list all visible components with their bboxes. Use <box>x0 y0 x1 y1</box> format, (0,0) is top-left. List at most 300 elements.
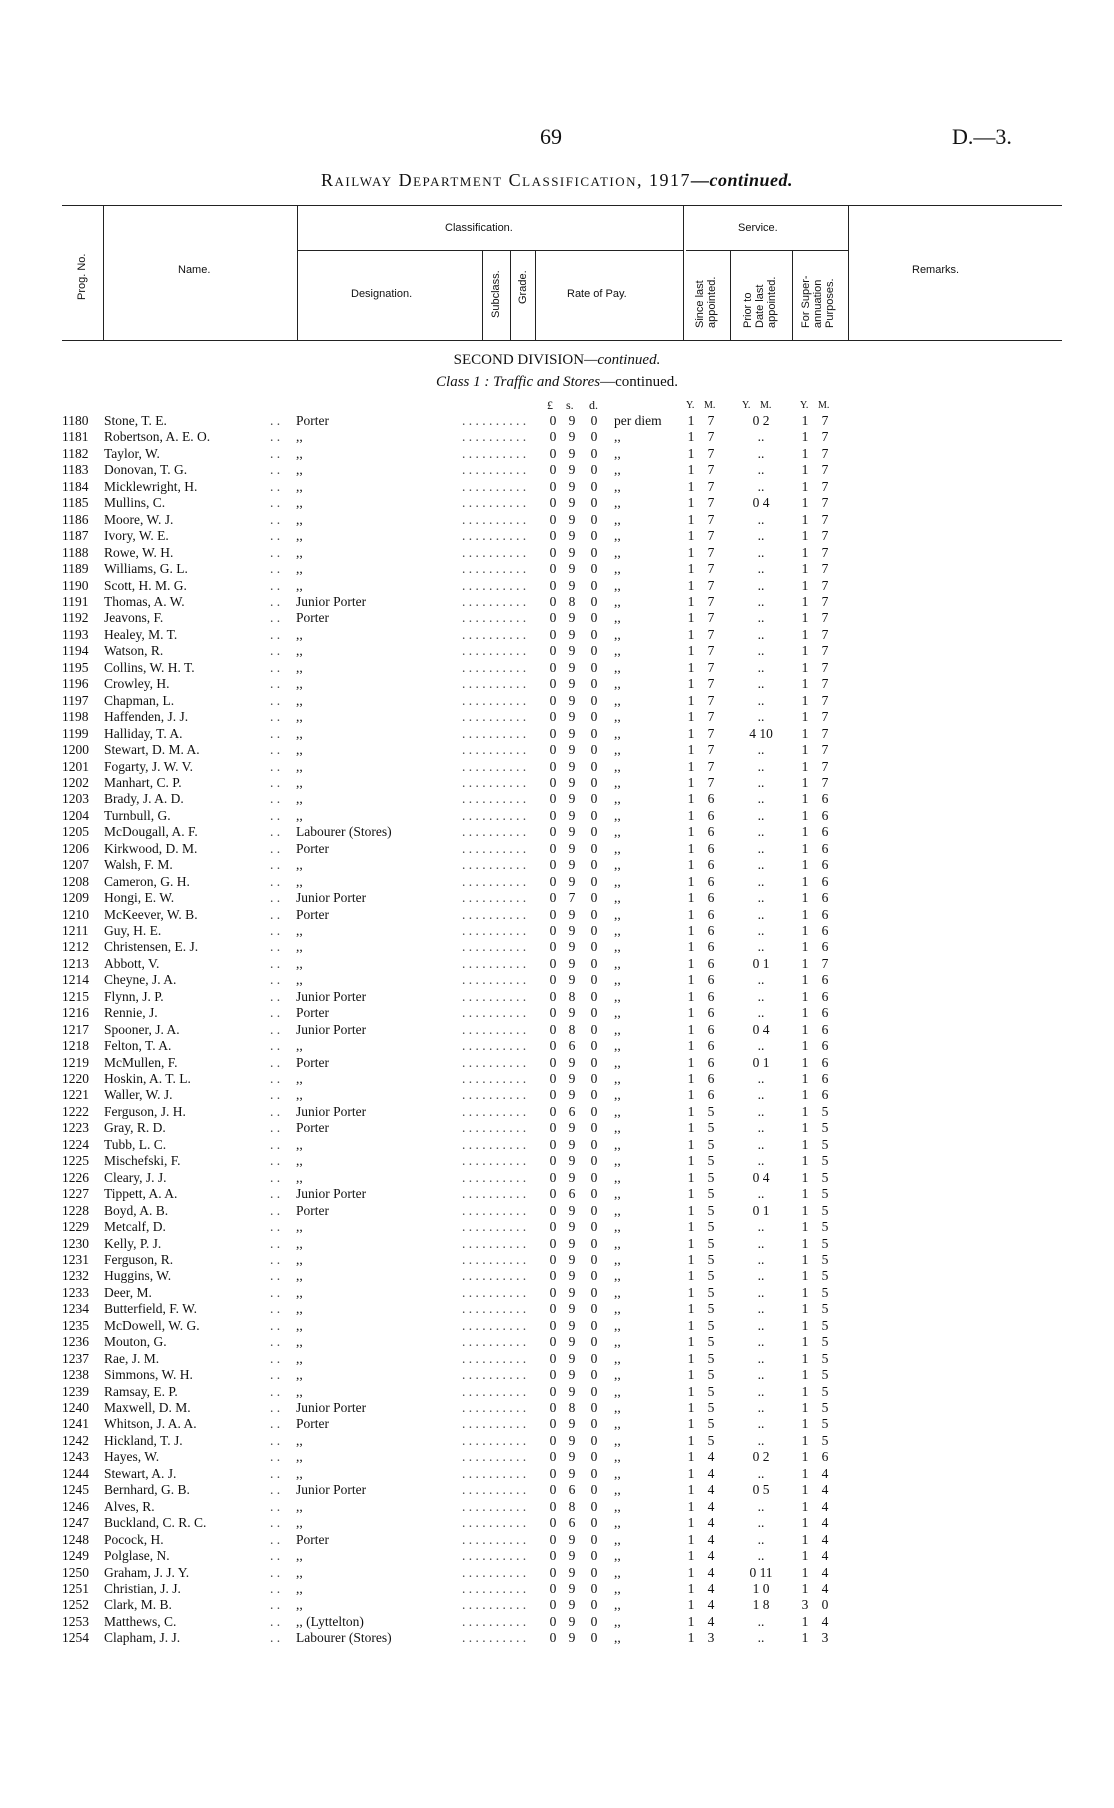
pay-shillings: 9 <box>568 1317 576 1333</box>
leader-dots: . . . . . . . . . . <box>462 1531 527 1547</box>
name-leader: . . <box>270 1613 281 1629</box>
table-row <box>0 1219 1114 1235</box>
super-months: 5 <box>821 1136 829 1152</box>
table-row <box>0 578 1114 594</box>
pay-pence: 0 <box>590 643 598 659</box>
super-months: 6 <box>821 1071 829 1086</box>
employee-name: Polglase, N. <box>104 1548 170 1563</box>
name-leader: . . <box>270 972 281 988</box>
since-months: 5 <box>707 1317 715 1333</box>
prog-no: 1206 <box>62 840 89 856</box>
prog-no: 1229 <box>62 1219 89 1234</box>
designation: ,, <box>296 462 303 478</box>
table-row <box>0 413 1114 429</box>
leader-dots: . . . . . . . . . . <box>462 972 527 988</box>
employee-name: Pocock, H. <box>104 1531 164 1547</box>
pay-pence: 0 <box>590 478 598 494</box>
employee-name: Haffenden, J. J. <box>104 709 189 725</box>
employee-name: Hoskin, A. T. L. <box>104 1071 191 1086</box>
name-leader: . . <box>270 1054 281 1070</box>
leader-dots: . . . . . . . . . . <box>462 791 527 807</box>
prog-no: 1235 <box>62 1317 89 1333</box>
super-years: 1 <box>801 807 809 823</box>
pay-pence: 0 <box>590 626 598 642</box>
prior-service: .. <box>757 1400 765 1415</box>
table-row <box>0 923 1114 939</box>
employee-name: Scott, H. M. G. <box>104 577 187 593</box>
name-leader: . . <box>270 1416 281 1432</box>
pay-pounds: 0 <box>549 1597 557 1613</box>
since-months: 4 <box>707 1597 715 1613</box>
prog-no: 1204 <box>62 807 89 823</box>
pay-pence: 0 <box>590 528 598 544</box>
designation: ,, <box>296 643 303 659</box>
since-months: 3 <box>707 1630 715 1646</box>
employee-name: Rennie, J. <box>104 1005 158 1021</box>
employee-name: Cleary, J. J. <box>104 1169 167 1185</box>
leader-dots: . . . . . . . . . . <box>462 939 527 955</box>
pay-shillings: 9 <box>568 709 576 725</box>
designation: Porter <box>296 1120 329 1136</box>
prior-service: .. <box>757 1515 765 1531</box>
super-months: 5 <box>821 1334 829 1350</box>
prog-no: 1247 <box>62 1515 89 1531</box>
prog-no: 1233 <box>62 1284 89 1300</box>
employee-name: Stewart, D. M. A. <box>104 742 200 757</box>
leader-dots: . . . . . . . . . . <box>462 1153 527 1169</box>
class-suffix: —continued. <box>600 374 678 390</box>
name-leader: . . <box>270 1548 281 1563</box>
pay-pence: 0 <box>590 774 598 790</box>
pay-unit: ,, <box>614 923 621 938</box>
prior-service: .. <box>757 1120 765 1136</box>
since-months: 7 <box>707 742 715 757</box>
prior-service: .. <box>757 758 765 774</box>
since-months: 5 <box>707 1251 715 1267</box>
table-row <box>0 989 1114 1005</box>
pay-shillings: 9 <box>568 972 576 988</box>
unit-pounds: £ <box>547 398 553 412</box>
since-years: 1 <box>687 1498 695 1514</box>
prior-service: .. <box>757 1186 765 1202</box>
employee-name: Huggins, W. <box>104 1268 172 1284</box>
employee-name: Christensen, E. J. <box>104 939 199 955</box>
table-row <box>0 1301 1114 1317</box>
pay-pence: 0 <box>590 1169 598 1185</box>
prior-service: .. <box>757 445 765 461</box>
prior-service: .. <box>757 807 765 823</box>
designation: Porter <box>296 1416 329 1432</box>
pay-unit: ,, <box>614 742 621 757</box>
prog-no: 1242 <box>62 1432 89 1448</box>
leader-dots: . . . . . . . . . . <box>462 544 527 560</box>
super-months: 7 <box>821 429 829 445</box>
pay-pounds: 0 <box>549 1531 557 1547</box>
since-months: 7 <box>707 577 715 593</box>
leader-dots: . . . . . . . . . . <box>462 1515 527 1531</box>
since-months: 6 <box>707 791 715 807</box>
table-row <box>0 545 1114 561</box>
super-months: 7 <box>821 495 829 511</box>
prior-service: .. <box>757 939 765 955</box>
pay-pounds: 0 <box>549 413 557 428</box>
name-leader: . . <box>270 1367 281 1383</box>
class-name: Traffic and Stores <box>493 374 601 390</box>
super-years: 1 <box>801 988 809 1004</box>
since-years: 1 <box>687 626 695 642</box>
pay-pounds: 0 <box>549 857 557 873</box>
designation: ,, <box>296 709 303 725</box>
division-suffix: —continued. <box>584 352 661 368</box>
pay-pence: 0 <box>590 1202 598 1218</box>
prog-no: 1222 <box>62 1103 89 1119</box>
since-years: 1 <box>687 1153 695 1169</box>
pay-pounds: 0 <box>549 1087 557 1103</box>
since-years: 1 <box>687 890 695 905</box>
designation: ,, <box>296 495 303 511</box>
super-years: 1 <box>801 1120 809 1136</box>
super-months: 4 <box>821 1482 829 1498</box>
table-row <box>0 627 1114 643</box>
employee-name: Whitson, J. A. A. <box>104 1416 197 1432</box>
super-years: 1 <box>801 1021 809 1037</box>
table-row <box>0 1137 1114 1153</box>
employee-name: Turnbull, G. <box>104 807 171 823</box>
pay-unit: ,, <box>614 774 621 790</box>
prior-service: .. <box>757 906 765 922</box>
super-years: 1 <box>801 511 809 527</box>
table-row <box>0 972 1114 988</box>
prog-no: 1216 <box>62 1005 89 1021</box>
super-years: 1 <box>801 1186 809 1202</box>
name-leader: . . <box>270 1186 281 1202</box>
name-leader: . . <box>270 659 281 675</box>
pay-shillings: 9 <box>568 742 576 757</box>
leader-dots: . . . . . . . . . . <box>462 462 527 478</box>
pay-unit: ,, <box>614 939 621 955</box>
designation: ,, <box>296 1317 303 1333</box>
super-months: 5 <box>821 1301 829 1317</box>
since-months: 5 <box>707 1169 715 1185</box>
since-years: 1 <box>687 429 695 445</box>
since-months: 5 <box>707 1120 715 1136</box>
table-row <box>0 1466 1114 1482</box>
pay-unit: ,, <box>614 528 621 544</box>
pay-pence: 0 <box>590 1581 598 1596</box>
prog-no: 1184 <box>62 478 89 494</box>
page-number: 69 <box>540 124 562 149</box>
header-classification: Classification. <box>445 222 513 234</box>
super-months: 5 <box>821 1268 829 1284</box>
designation: Junior Porter <box>296 594 367 609</box>
leader-dots: . . . . . . . . . . <box>462 873 527 889</box>
prog-no: 1223 <box>62 1120 89 1136</box>
pay-pence: 0 <box>590 1219 598 1234</box>
pay-unit: ,, <box>614 1038 621 1054</box>
pay-shillings: 9 <box>568 511 576 527</box>
table-row <box>0 693 1114 709</box>
name-leader: . . <box>270 988 281 1004</box>
leader-dots: . . . . . . . . . . <box>462 906 527 922</box>
pay-pounds: 0 <box>549 1251 557 1267</box>
designation: Junior Porter <box>296 1400 367 1415</box>
super-months: 7 <box>821 758 829 774</box>
prog-no: 1252 <box>62 1597 89 1613</box>
pay-unit: ,, <box>614 1630 621 1646</box>
pay-shillings: 9 <box>568 1597 576 1613</box>
pay-pence: 0 <box>590 873 598 889</box>
name-leader: . . <box>270 1235 281 1251</box>
name-leader: . . <box>270 1021 281 1037</box>
prior-service: .. <box>757 1383 765 1399</box>
prog-no: 1195 <box>62 659 89 675</box>
pay-pence: 0 <box>590 1268 598 1284</box>
designation: ,, <box>296 659 303 675</box>
since-months: 6 <box>707 1038 715 1054</box>
since-years: 1 <box>687 495 695 511</box>
table-row <box>0 726 1114 742</box>
pay-shillings: 9 <box>568 1169 576 1185</box>
pay-unit: ,, <box>614 955 621 971</box>
super-years: 1 <box>801 1219 809 1234</box>
name-leader: . . <box>270 1136 281 1152</box>
unit-months-since: M. <box>704 400 716 411</box>
designation: ,, <box>296 1219 303 1234</box>
designation: ,, <box>296 692 303 708</box>
pay-pounds: 0 <box>549 676 557 692</box>
designation: ,, <box>296 626 303 642</box>
pay-pounds: 0 <box>549 1120 557 1136</box>
leader-dots: . . . . . . . . . . <box>462 577 527 593</box>
since-months: 5 <box>707 1202 715 1218</box>
employee-name: Deer, M. <box>104 1284 152 1300</box>
pay-unit: ,, <box>614 1383 621 1399</box>
employee-name: Mouton, G. <box>104 1334 167 1350</box>
name-leader: . . <box>270 1268 281 1284</box>
since-years: 1 <box>687 709 695 725</box>
pay-pence: 0 <box>590 1317 598 1333</box>
pay-shillings: 9 <box>568 1548 576 1563</box>
prog-no: 1234 <box>62 1301 89 1317</box>
header-designation: Designation. <box>351 288 413 300</box>
since-months: 7 <box>707 643 715 659</box>
super-months: 7 <box>821 709 829 725</box>
employee-name: Simmons, W. H. <box>104 1367 193 1383</box>
super-years: 1 <box>801 791 809 807</box>
super-years: 1 <box>801 906 809 922</box>
pay-shillings: 9 <box>568 857 576 873</box>
pay-unit: ,, <box>614 462 621 478</box>
since-months: 6 <box>707 857 715 873</box>
prog-no: 1214 <box>62 972 89 988</box>
leader-dots: . . . . . . . . . . <box>462 1317 527 1333</box>
leader-dots: . . . . . . . . . . <box>462 955 527 971</box>
since-months: 7 <box>707 626 715 642</box>
prior-service: .. <box>757 528 765 544</box>
since-years: 1 <box>687 725 695 741</box>
pay-unit: ,, <box>614 1301 621 1317</box>
col-divider-5 <box>535 250 536 340</box>
employee-name: Rae, J. M. <box>104 1350 160 1366</box>
name-leader: . . <box>270 1038 281 1054</box>
super-months: 6 <box>821 1449 829 1465</box>
prog-no: 1190 <box>62 577 89 593</box>
pay-unit: ,, <box>614 1613 621 1629</box>
since-months: 6 <box>707 939 715 955</box>
page-title <box>0 170 1114 191</box>
pay-unit: ,, <box>614 972 621 988</box>
super-years: 1 <box>801 1054 809 1070</box>
name-leader: . . <box>270 544 281 560</box>
prior-service: .. <box>757 692 765 708</box>
since-months: 6 <box>707 988 715 1004</box>
prog-no: 1185 <box>62 495 89 511</box>
pay-pounds: 0 <box>549 923 557 938</box>
since-years: 1 <box>687 1251 695 1267</box>
pay-pounds: 0 <box>549 1613 557 1629</box>
pay-shillings: 9 <box>568 923 576 938</box>
pay-pounds: 0 <box>549 429 557 445</box>
super-months: 4 <box>821 1531 829 1547</box>
table-row <box>0 676 1114 692</box>
since-years: 1 <box>687 742 695 757</box>
prog-no: 1198 <box>62 709 89 725</box>
designation: Junior Porter <box>296 890 367 905</box>
table-row <box>0 1236 1114 1252</box>
pay-pounds: 0 <box>549 791 557 807</box>
table-row <box>0 1038 1114 1054</box>
super-months: 7 <box>821 577 829 593</box>
prog-no: 1248 <box>62 1531 89 1547</box>
since-months: 7 <box>707 495 715 511</box>
leader-dots: . . . . . . . . . . <box>462 840 527 856</box>
since-months: 7 <box>707 692 715 708</box>
name-leader: . . <box>270 462 281 478</box>
name-leader: . . <box>270 1284 281 1300</box>
leader-dots: . . . . . . . . . . <box>462 561 527 576</box>
pay-unit: ,, <box>614 561 621 576</box>
since-years: 1 <box>687 544 695 560</box>
prior-service: .. <box>757 1317 765 1333</box>
super-years: 1 <box>801 725 809 741</box>
pay-unit: ,, <box>614 1317 621 1333</box>
designation: Junior Porter <box>296 1103 367 1119</box>
employee-name: Moore, W. J. <box>104 511 174 527</box>
pay-shillings: 8 <box>568 1498 576 1514</box>
prior-service: .. <box>757 1367 765 1383</box>
employee-name: Collins, W. H. T. <box>104 659 195 675</box>
prior-service: .. <box>757 1548 765 1563</box>
employee-name: Cheyne, J. A. <box>104 972 177 988</box>
pay-shillings: 9 <box>568 824 576 840</box>
since-years: 1 <box>687 1564 695 1580</box>
pay-pence: 0 <box>590 1367 598 1383</box>
table-row <box>0 1548 1114 1564</box>
since-months: 5 <box>707 1186 715 1202</box>
employee-name: Micklewright, H. <box>104 478 198 494</box>
pay-pence: 0 <box>590 1465 598 1481</box>
pay-unit: ,, <box>614 758 621 774</box>
pay-shillings: 9 <box>568 1071 576 1086</box>
employee-name: Butterfield, F. W. <box>104 1301 198 1317</box>
prog-no: 1251 <box>62 1581 89 1596</box>
designation: ,, <box>296 1136 303 1152</box>
designation: ,, <box>296 758 303 774</box>
prior-service: .. <box>757 1087 765 1103</box>
since-months: 5 <box>707 1235 715 1251</box>
super-months: 7 <box>821 511 829 527</box>
prior-service: 0 4 <box>752 1021 770 1037</box>
leader-dots: . . . . . . . . . . <box>462 1103 527 1119</box>
pay-pence: 0 <box>590 1021 598 1037</box>
designation: ,, <box>296 939 303 955</box>
since-months: 5 <box>707 1136 715 1152</box>
pay-pence: 0 <box>590 544 598 560</box>
pay-pounds: 0 <box>549 643 557 659</box>
since-years: 1 <box>687 1317 695 1333</box>
table-row <box>0 1318 1114 1334</box>
pay-pence: 0 <box>590 955 598 971</box>
pay-pounds: 0 <box>549 906 557 922</box>
super-months: 7 <box>821 742 829 757</box>
designation: ,, <box>296 1564 303 1580</box>
designation: ,, <box>296 1038 303 1054</box>
table-row <box>0 429 1114 445</box>
pay-shillings: 9 <box>568 1383 576 1399</box>
pay-shillings: 9 <box>568 643 576 659</box>
prog-no: 1182 <box>62 445 89 461</box>
name-leader: . . <box>270 511 281 527</box>
prog-no: 1245 <box>62 1482 89 1498</box>
pay-shillings: 9 <box>568 873 576 889</box>
super-years: 1 <box>801 462 809 478</box>
name-leader: . . <box>270 478 281 494</box>
super-years: 1 <box>801 577 809 593</box>
pay-pence: 0 <box>590 594 598 609</box>
name-leader: . . <box>270 742 281 757</box>
table-row <box>0 462 1114 478</box>
designation: ,, <box>296 1367 303 1383</box>
since-months: 7 <box>707 610 715 626</box>
pay-pounds: 0 <box>549 725 557 741</box>
super-years: 1 <box>801 890 809 905</box>
pay-shillings: 8 <box>568 1400 576 1415</box>
header-prog-no: Prog. No. <box>76 253 88 300</box>
pay-unit: ,, <box>614 495 621 511</box>
pay-pounds: 0 <box>549 659 557 675</box>
pay-shillings: 9 <box>568 1531 576 1547</box>
since-years: 1 <box>687 462 695 478</box>
pay-shillings: 9 <box>568 1005 576 1021</box>
super-months: 7 <box>821 774 829 790</box>
employee-name: Chapman, L. <box>104 692 175 708</box>
pay-pounds: 0 <box>549 1186 557 1202</box>
pay-pence: 0 <box>590 577 598 593</box>
prog-no: 1218 <box>62 1038 89 1054</box>
pay-pence: 0 <box>590 1038 598 1054</box>
since-years: 1 <box>687 594 695 609</box>
prog-no: 1205 <box>62 824 89 840</box>
employee-name: Christian, J. J. <box>104 1581 181 1596</box>
pay-pence: 0 <box>590 511 598 527</box>
since-months: 7 <box>707 709 715 725</box>
pay-unit: ,, <box>614 1498 621 1514</box>
super-months: 5 <box>821 1383 829 1399</box>
employee-name: Rowe, W. H. <box>104 544 174 560</box>
super-months: 5 <box>821 1169 829 1185</box>
prog-no: 1238 <box>62 1367 89 1383</box>
super-years: 1 <box>801 774 809 790</box>
